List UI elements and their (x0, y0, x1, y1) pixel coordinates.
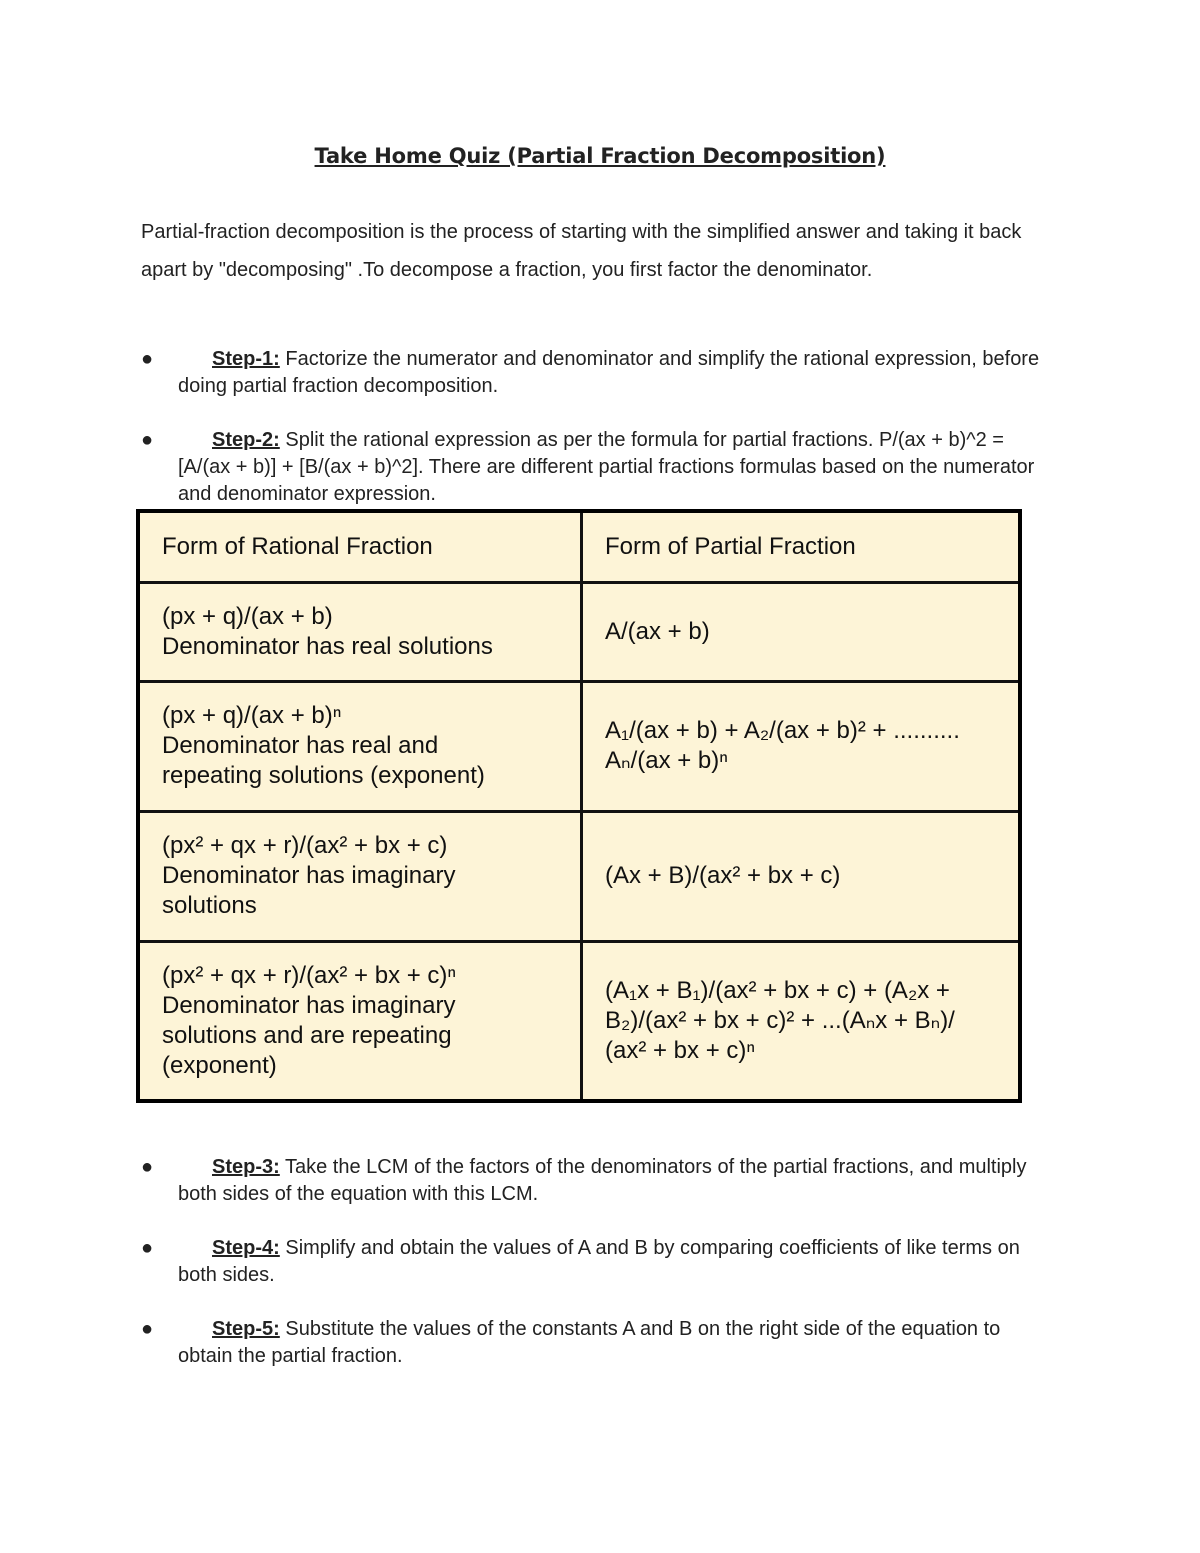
cell-line: solutions and are repeating (162, 1021, 452, 1049)
step-4 (141, 1235, 1056, 1289)
cell-line: Denominator has real solutions (162, 632, 493, 660)
rational-cell (138, 811, 582, 941)
bullet-icon: ● (141, 1318, 154, 1340)
step-2 (141, 427, 1056, 508)
cell-line: A₁/(ax + b) + A₂/(ax + b)² + .......... (605, 717, 960, 744)
cell-line: (Ax + B)/(ax² + bx + c) (605, 862, 841, 889)
table-row (138, 582, 1020, 681)
step-5 (141, 1316, 1056, 1370)
table-header-row (138, 511, 1020, 582)
header-rational: Form of Rational Fraction (138, 511, 582, 582)
cell-line: repeating solutions (exponent) (162, 762, 485, 789)
step-text: Substitute the values of the constants A and B on the right side of the equation to obtain the partial fraction. (178, 1318, 1001, 1367)
table-row (138, 941, 1020, 1101)
cell-line: B₂)/(ax² + bx + c)² + ...(Aₙx + Bₙ)/ (605, 1006, 955, 1034)
partial-fraction-table (136, 509, 1022, 1103)
step-label: Step-1: (212, 348, 280, 370)
cell-line: A/(ax + b) (605, 617, 710, 645)
cell-line: (px + q)/(ax + b)ⁿ (162, 702, 342, 729)
partial-cell (582, 811, 1021, 941)
steps-list-bottom (141, 1154, 1056, 1397)
cell-line: (px² + qx + r)/(ax² + bx + c) (162, 832, 448, 859)
step-3 (141, 1154, 1056, 1208)
step-1 (141, 346, 1056, 400)
partial-cell (582, 941, 1021, 1101)
step-label: Step-5: (212, 1318, 280, 1340)
bullet-icon: ● (141, 1156, 154, 1178)
partial-cell (582, 681, 1021, 811)
intro-paragraph: Partial-fraction decomposition is the process of starting with the simplified answer and taking it back apart by "decomposing" .To decompose a fraction, you first factor the denominator. (141, 221, 1022, 281)
cell-line: (A₁x + B₁)/(ax² + bx + c) + (A₂x + (605, 976, 950, 1004)
step-text: Take the LCM of the factors of the denominators of the partial fractions, and multiply both sides of the equation with this LCM. (178, 1156, 1027, 1205)
cell-line: (ax² + bx + c)ⁿ (605, 1036, 756, 1064)
step-label: Step-3: (212, 1156, 280, 1178)
cell-line: Denominator has imaginary (162, 862, 456, 889)
page-title: Take Home Quiz (Partial Fraction Decomposition) (314, 144, 886, 168)
rational-cell (138, 941, 582, 1101)
table-row (138, 811, 1020, 941)
rational-cell (138, 681, 582, 811)
bullet-icon: ● (141, 1237, 154, 1259)
bullet-icon: ● (141, 348, 154, 370)
cell-line: Aₙ/(ax + b)ⁿ (605, 747, 729, 774)
bullet-icon: ● (141, 429, 154, 451)
step-text: Factorize the numerator and denominator and simplify the rational expression, before doing partial fraction decomposition. (178, 348, 1040, 397)
cell-line: solutions (162, 892, 257, 919)
table-row (138, 681, 1020, 811)
cell-line: Denominator has imaginary (162, 991, 456, 1019)
step-label: Step-2: (212, 429, 280, 451)
header-partial: Form of Partial Fraction (582, 511, 1021, 582)
step-label: Step-4: (212, 1237, 280, 1259)
step-text: Simplify and obtain the values of A and B by comparing coefficients of like terms on both sides. (178, 1237, 1020, 1286)
cell-line: (px² + qx + r)/(ax² + bx + c)ⁿ (162, 961, 457, 989)
partial-cell (582, 582, 1021, 681)
steps-list-top (141, 346, 1056, 535)
cell-line: (exponent) (162, 1051, 277, 1079)
step-text: Split the rational expression as per the formula for partial fractions. P/(ax + b)^2 = [A/(ax + b)] + [B/(ax + b)^2]. There are different partial fractions formulas based on the numerator and denominator expression. (178, 429, 1035, 505)
cell-line: (px + q)/(ax + b) (162, 602, 333, 630)
rational-cell (138, 582, 582, 681)
cell-line: Denominator has real and (162, 732, 439, 759)
